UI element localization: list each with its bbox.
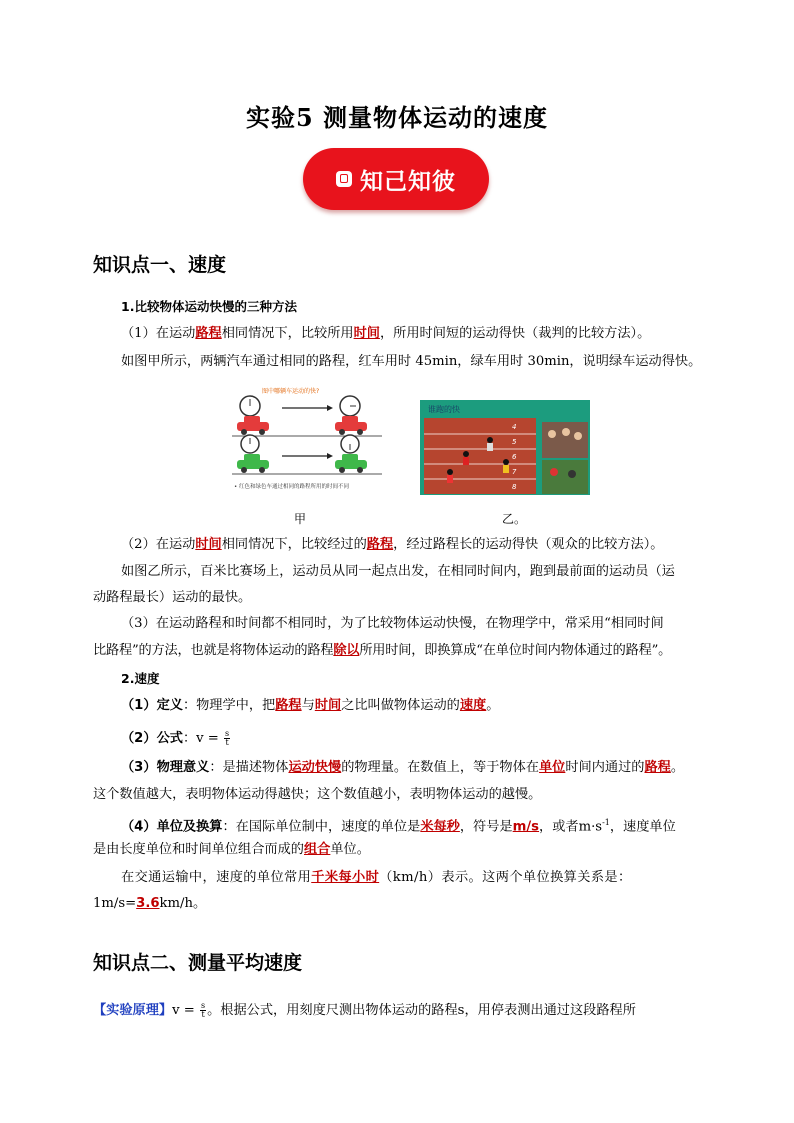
answer-blank: 米每秒	[420, 819, 460, 835]
formula-fraction: $\frac{s}{t}$	[201, 1001, 206, 1019]
answer-blank: 时间	[195, 537, 222, 552]
paragraph-physical-meaning-2: 这个数值越大，表明物体运动得越快；这个数值越小，表明物体运动的越慢。	[93, 787, 542, 802]
experiment-principle-tag: 【实验原理】	[93, 1003, 173, 1018]
answer-blank: 千米每小时	[311, 870, 380, 885]
paragraph-figure-a-text: 如图甲所示，两辆汽车通过相同的路程，红车用时 45min，绿车用时 30min，说明绿车运动得快。	[121, 354, 702, 369]
page-title: 实验5 测量物体运动的速度	[245, 103, 549, 132]
paragraph-units-2: 是由长度单位和时间单位组合而成的组合单位。	[93, 842, 370, 857]
answer-blank: 路程	[644, 760, 671, 775]
answer-blank: 路程	[195, 326, 222, 341]
paragraph-method-3-1: （3）在运动路程和时间都不相同时，为了比较物体运动快慢，在物理学中，常采用“相同时间	[121, 616, 664, 631]
section-badge	[303, 148, 489, 210]
figure-a-cars	[232, 384, 382, 496]
paragraph-experiment-principle: 【实验原理】v = $\frac{s}{t}$ 。根据公式，用刻度尺测出物体运动的路程s，用停表测出通过这段路程所	[93, 1001, 636, 1019]
answer-blank: 路程	[275, 698, 302, 713]
paragraph-formula: （2）公式：v = $\frac{s}{t}$	[121, 729, 230, 747]
section-heading-2: 知识点二、测量平均速度	[93, 952, 303, 974]
figure-b-race	[420, 400, 590, 495]
answer-blank: 速度	[459, 698, 487, 713]
paragraph-figure-b-text-1: 如图乙所示，百米比赛场上，运动员从同一起点出发，在相同时间内，跑到最前面的运动员（运	[121, 564, 675, 579]
book-icon	[336, 171, 352, 187]
paragraph-method-3-2: 比路程”的方法，也就是将物体运动的路程除以所用时间，即换算成“在单位时间内物体通过的路程”。	[93, 643, 672, 658]
figure-a-label: 甲	[294, 512, 307, 526]
paragraph-method-2: （2）在运动时间相同情况下，比较经过的路程，经过路程长的运动得快（观众的比较方法）。	[121, 537, 664, 552]
answer-blank: m/s	[512, 819, 540, 835]
answer-blank: 单位	[539, 760, 566, 775]
paragraph-method-1: （1）在运动路程相同情况下，比较所用时间，所用时间短的运动得快（裁判的比较方法）。	[121, 326, 651, 341]
subheading-speed: 2.速度	[121, 671, 160, 686]
cars-illustration	[232, 384, 382, 484]
answer-blank: 除以	[333, 643, 360, 658]
answer-blank: 路程	[366, 537, 394, 552]
paragraph-physical-meaning: （3）物理意义：是描述物体运动快慢的物理量。在数值上，等于物体在单位时间内通过的路程。	[121, 760, 685, 775]
figure-b-caption: 谁跑的快	[428, 405, 460, 414]
answer-blank: 3.6	[136, 896, 160, 911]
badge-text: 知己知彼	[360, 168, 456, 195]
answer-blank: 运动快慢	[288, 760, 342, 775]
paragraph-conversion: 1m/s=3.6km/h。	[93, 896, 207, 911]
figure-a-footnote: • 红色和绿色车通过相同的路程所用的时间不同	[234, 484, 349, 490]
answer-blank: 时间	[353, 326, 380, 341]
paragraph-figure-b-text-2: 动路程最长）运动的最快。	[93, 590, 252, 605]
paragraph-traffic-units: 在交通运输中，速度的单位常用千米每小时（km/h）表示。这两个单位换算关系是：	[121, 870, 632, 885]
lane-numbers: 4 5 6 7 8	[512, 423, 517, 491]
paragraph-units: （4）单位及换算：在国际单位制中，速度的单位是米每秒，符号是m/s，或者$m\cdot s^{-1}$，速度单位	[121, 818, 676, 835]
answer-blank: 组合	[304, 842, 331, 857]
paragraph-definition: （1）定义：物理学中，把路程与时间之比叫做物体运动的速度。	[121, 698, 500, 713]
subheading-methods: 1.比较物体运动快慢的三种方法	[121, 299, 297, 314]
figure-a-caption: 图中哪辆车运动的快?	[262, 388, 320, 395]
figure-b-label: 乙。	[502, 512, 527, 526]
answer-blank: 时间	[314, 698, 342, 713]
formula-fraction: $\frac{s}{t}$	[225, 729, 230, 747]
section-heading-1: 知识点一、速度	[93, 254, 227, 276]
